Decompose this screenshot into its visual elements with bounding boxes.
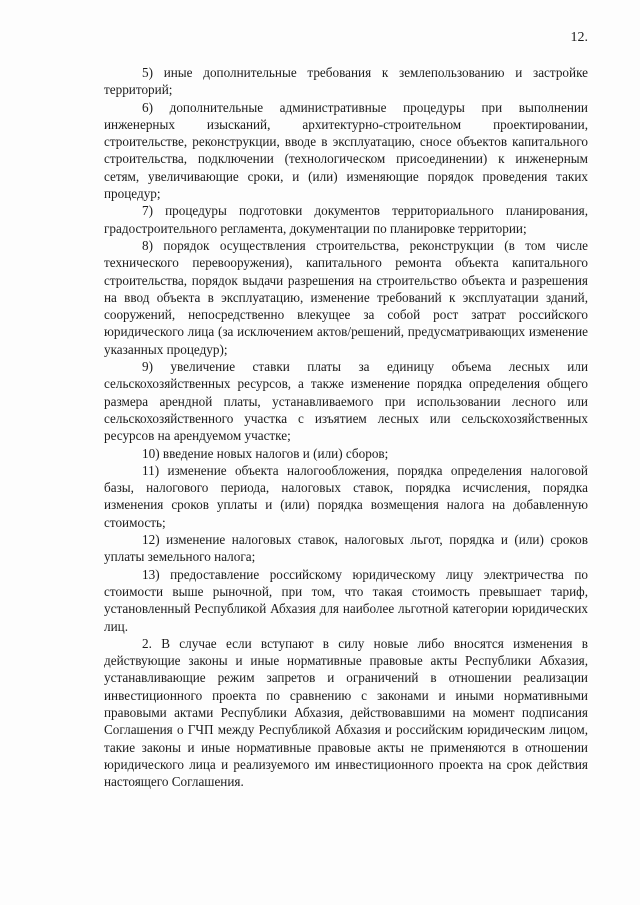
paragraph-item-12: 12) изменение налоговых ставок, налоговых льгот, порядка и (или) сроков уплаты земельного налога;	[104, 532, 588, 565]
paragraph-item-8: 8) порядок осуществления строительства, реконструкции (в том числе технического перевооружения), капитального ремонта объекта капитального строительства, порядок выдачи разрешения на строительство объекта и разрешения на ввод объекта в эксплуатацию, изменение требований к эксплуатации зданий, сооружений, непосредственно влекущее за собой рост затрат российского юридического лица (за исключением актов/решений, предусматривающих изменение указанных процедур);	[104, 237, 588, 357]
paragraph-item-10: 10) введение новых налогов и (или) сборов;	[142, 445, 389, 461]
paragraph-clause-2: 2. В случае если вступают в силу новые либо вносятся изменения в действующие законы и иные нормативные правовые акты Республики Абхазия, устанавливающие режим запретов и ограничений в отношении реализации инвестиционного проекта по сравнению с законами и иными нормативными правовыми актами Республики Абхазия, действовавшими на момент подписания Соглашения о ГЧП между Республикой Абхазия и российским юридическим лицом, такие законы и иные нормативные правовые акты не применяются в отношении юридического лица и реализуемого им инвестиционного проекта на срок действия настоящего Соглашения.	[104, 635, 588, 790]
paragraph-item-6: 6) дополнительные административные процедуры при выполнении инженерных изысканий, архитектурно-строительном проектировании, строительстве, реконструкции, вводе в эксплуатацию, сносе объектов капитального строительства, подключении (технологическом присоединении) к инженерным сетям, увеличивающие сроки, и (или) изменяющие порядок проведения таких процедур;	[104, 99, 588, 202]
paragraph-item-5: 5) иные дополнительные требования к землепользованию и застройке территорий;	[104, 65, 588, 98]
paragraph-item-7: 7) процедуры подготовки документов территориального планирования, градостроительного регламента, документации по планировке территории;	[104, 203, 588, 236]
paragraph-item-13: 13) предоставление российскому юридическому лицу электричества по стоимости выше рыночной, при том, что такая стоимость превышает тариф, установленный Республикой Абхазия для наиболее льготной категории юридических лиц.	[104, 566, 588, 634]
paragraph-item-9: 9) увеличение ставки платы за единицу объема лесных или сельскохозяйственных ресурсов, а также изменение порядка определения общего размера арендной платы, устанавливаемого при использовании лесного или сельскохозяйственного участка с изъятием лесных или сельскохозяйственных ресурсов на арендуемом участке;	[104, 359, 588, 444]
page-number: 12.	[570, 30, 588, 45]
paragraph-item-11: 11) изменение объекта налогообложения, порядка определения налоговой базы, налогового периода, налоговых ставок, порядка исчисления, порядка изменения сроков уплаты и (или) порядка возмещения налога на добавленную стоимость;	[104, 462, 588, 530]
document-body	[104, 64, 588, 790]
